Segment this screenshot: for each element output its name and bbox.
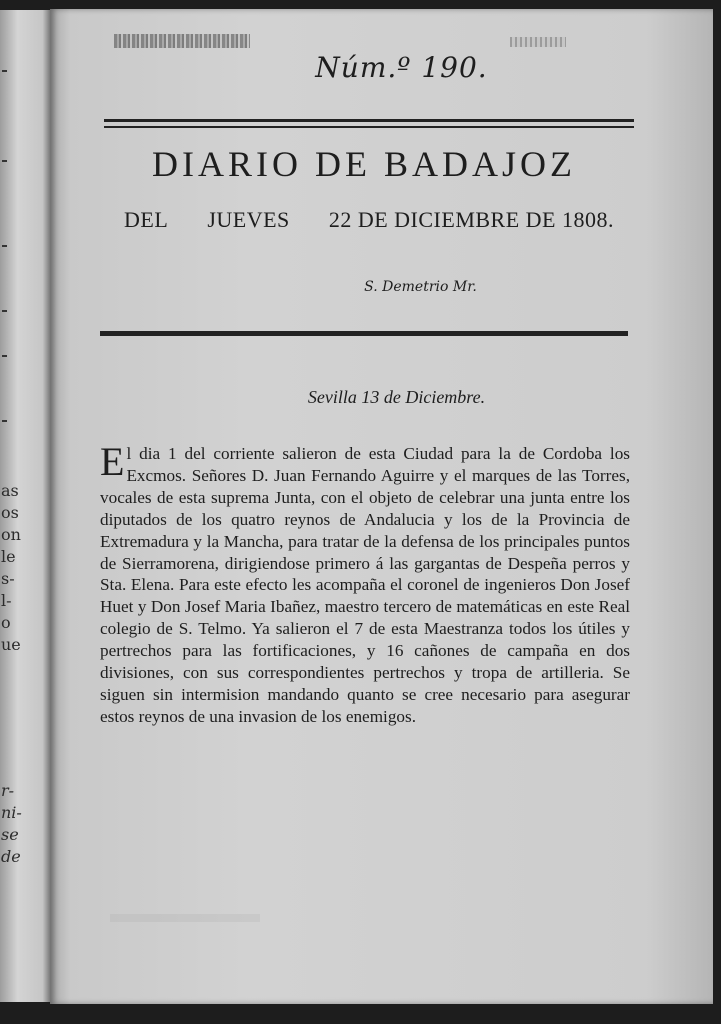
left-page-mark xyxy=(2,70,7,72)
left-page-mark xyxy=(2,420,7,422)
left-fragment: le xyxy=(1,547,16,566)
section-rule xyxy=(100,331,628,336)
drop-cap: E xyxy=(100,439,125,484)
left-fragment: de xyxy=(1,847,21,866)
dateline-date: 22 DE DICIEMBRE DE 1808. xyxy=(328,207,614,232)
left-fragment: se xyxy=(1,825,19,844)
dateline xyxy=(124,207,614,233)
left-fragment: s- xyxy=(1,569,15,588)
show-through-mark xyxy=(110,914,260,922)
left-page-fragments-lower xyxy=(0,780,22,868)
library-stamp xyxy=(114,34,250,48)
newspaper-page xyxy=(50,9,713,1004)
left-fragment: r- xyxy=(1,781,15,800)
dateline-weekday: JUEVES xyxy=(207,207,290,232)
left-fragment: os xyxy=(1,503,19,522)
left-fragment: on xyxy=(1,525,21,544)
saint-of-day: S. Demetrio Mr. xyxy=(364,279,477,295)
left-fragment: as xyxy=(1,481,19,500)
left-fragment: ue xyxy=(1,635,21,654)
top-double-rule xyxy=(104,119,634,128)
left-page-mark xyxy=(2,245,7,247)
left-page-edge xyxy=(0,10,50,1002)
left-page-fragments-upper xyxy=(0,480,21,656)
left-fragment: o xyxy=(1,613,11,632)
article-dateline: Sevilla 13 de Diciembre. xyxy=(307,387,486,407)
left-page-mark xyxy=(2,355,7,357)
issue-number: Núm.º 190. xyxy=(315,51,488,84)
left-page-mark xyxy=(2,310,7,312)
left-fragment: ni- xyxy=(1,803,22,822)
left-page-mark xyxy=(2,160,7,162)
article-body xyxy=(100,439,630,728)
masthead-title: DIARIO DE BADAJOZ xyxy=(152,144,576,184)
article-text: l dia 1 del corriente salieron de esta Ciudad para la de Cordoba los Excmos. Señores D. Juan Fernando Aguirre y el marques de las Torres, vocales de esta suprema Junta, con el objeto de celebrar una junta entre los diputados de los quatro reynos de Andalucia y los de la Provincia de Extremadura y la Mancha, para tratar de la defensa de los principales puntos de Sierramorena, dirigiendose primero á las gargantas de Despeña perros y Sta. Elena. Para este efecto les acompaña el coronel de ingenieros Don Josef Huet y Don Josef Maria Ibañez, maestro tercero de matemáticas en este Real colegio de S. Telmo. Ya salieron el 7 de esta Maestranza todos los útiles y pertrechos para las fortificaciones, y 16 cañones de campaña en dos divisiones, con sus correspondientes pertrechos y tropa de artilleria. Se siguen sin intermision mandando quanto se cree necesario para asegurar estos reynos de una invasion de los enemigos. xyxy=(100,444,630,726)
library-stamp-faint xyxy=(510,37,566,47)
left-fragment: l- xyxy=(1,591,12,610)
dateline-del: DEL xyxy=(124,207,169,232)
